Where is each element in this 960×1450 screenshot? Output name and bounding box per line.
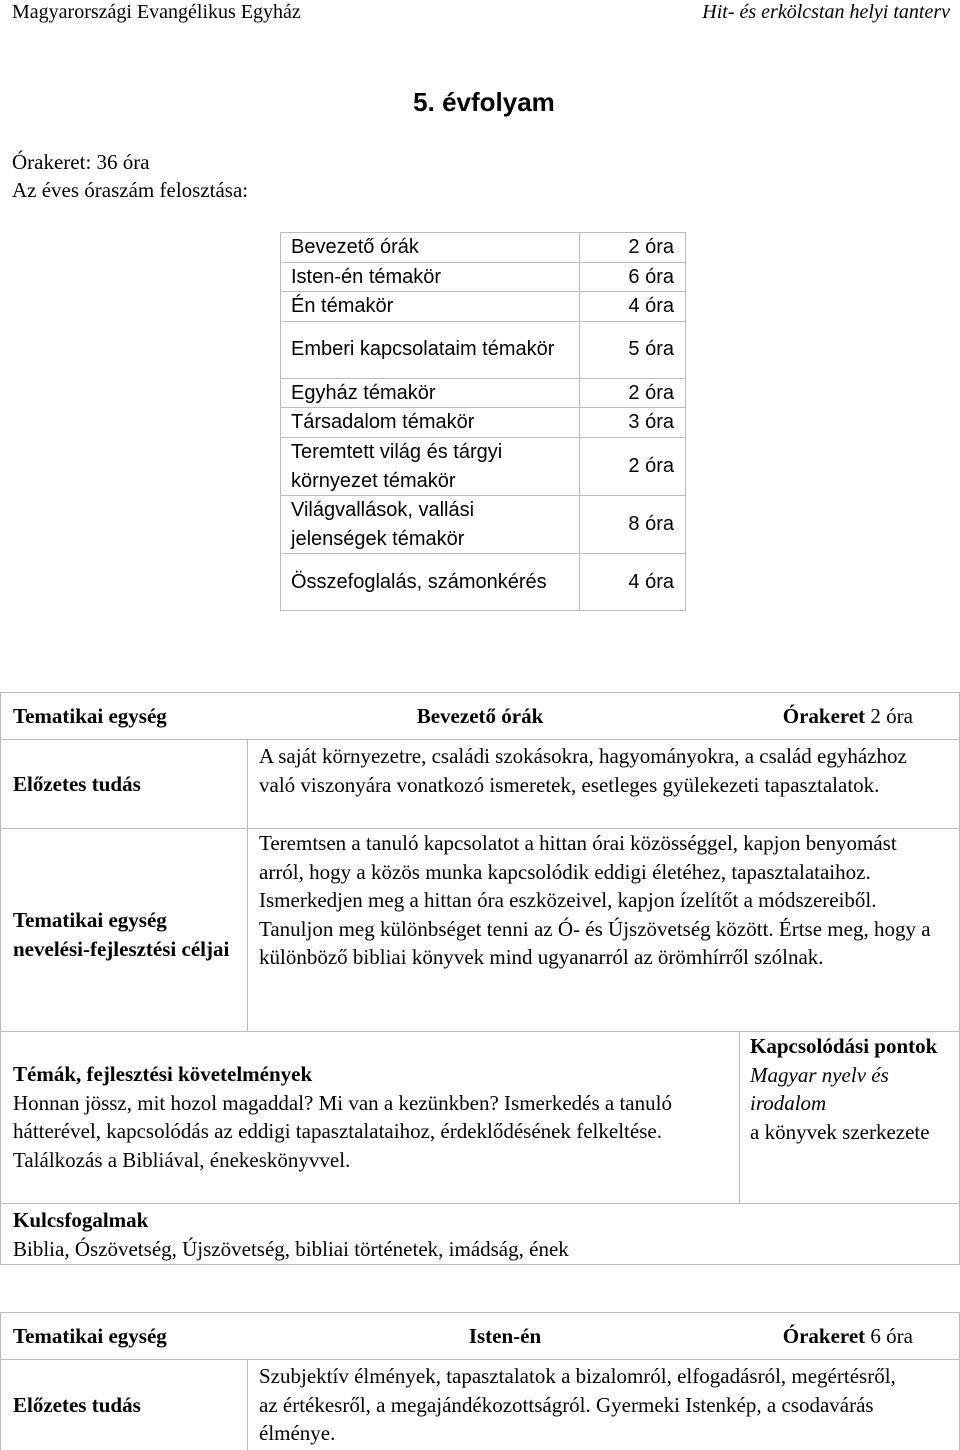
unit-orakeret: [783, 1322, 959, 1351]
hours-cell: 5 óra: [580, 321, 686, 378]
hours-cell: 2 óra: [580, 378, 686, 408]
table-row: [281, 292, 686, 322]
orakeret-label: Órakeret: [782, 703, 866, 728]
hours-cell: 8 óra: [580, 496, 686, 554]
header-document-title: Hit- és erkölcstan helyi tanterv: [702, 1, 950, 23]
kulcs-label: Kulcsfogalmak: [13, 1208, 149, 1232]
table-row: [281, 233, 686, 263]
page-title: 5. évfolyam: [413, 87, 555, 117]
felosztas-text: Az éves óraszám felosztása:: [12, 178, 249, 202]
unit-title: Bevezető órák: [416, 704, 544, 728]
temak-label: Témák, fejlesztési követelmények: [13, 1062, 313, 1086]
hours-cell: 2 óra: [580, 437, 686, 495]
unit-orakeret: [783, 702, 959, 731]
elozetes-label: Előzetes tudás: [1, 1360, 248, 1450]
table-row: [281, 321, 686, 378]
table-row: [281, 554, 686, 611]
kulcs-text: Biblia, Ószövetség, Újszövetség, bibliai történetek, imádság, ének: [13, 1236, 569, 1261]
kapcsolodasi-label: Kapcsolódási pontok: [750, 1034, 938, 1058]
elozetes-label: Előzetes tudás: [1, 740, 248, 828]
temak-section: [1, 1032, 739, 1203]
unit-isten-en-table: [0, 1312, 960, 1450]
elozetes-row: [1, 739, 959, 828]
hours-cell: 4 óra: [580, 554, 686, 611]
kulcs-row: [1, 1203, 959, 1264]
topic-cell: Társadalom témakör: [281, 408, 580, 438]
celok-text-2: Tanuljon meg különbséget tenni az Ó- és Újszövetség között. Értse meg, hogy a különböző bibliai könyvek mind ugyanarról az örömhírről szólnak.: [259, 916, 931, 970]
elozetes-row: [1, 1359, 959, 1450]
hours-table: [280, 232, 686, 611]
unit-label: Tematikai egység: [13, 703, 167, 728]
orakeret-label: Órakeret: [782, 1323, 866, 1348]
unit-label: Tematikai egység: [13, 1323, 167, 1348]
hours-cell: 2 óra: [580, 233, 686, 263]
temak-row: [1, 1031, 959, 1203]
topic-cell: Emberi kapcsolataim témakör: [281, 321, 580, 378]
hours-cell: 6 óra: [580, 262, 686, 292]
table-row: [281, 378, 686, 408]
topic-cell: Teremtett világ és tárgyi környezet témakör: [281, 437, 580, 495]
topic-cell: Én témakör: [281, 292, 580, 322]
unit-title: Isten-én: [468, 1324, 542, 1348]
topic-cell: Összefoglalás, számonkérés: [281, 554, 580, 611]
celok-text: [248, 829, 959, 1031]
kapcsolodasi-text: a könyvek szerkezete: [750, 1119, 930, 1144]
topic-cell: Isten-én témakör: [281, 262, 580, 292]
kapcsolodasi-section: [739, 1032, 959, 1203]
topic-cell: Világvallások, vallási jelenségek témakör: [281, 496, 580, 554]
table-row: [281, 408, 686, 438]
header-organization: Magyarországi Evangélikus Egyház: [12, 1, 301, 23]
table-row: [281, 262, 686, 292]
unit-header-row: [1, 693, 959, 739]
temak-text: Honnan jössz, mit hozol magaddal? Mi van a kezünkben? Ismerkedés a tanuló hátterével, kapcsolódás az eddigi tapasztalataihoz, érdeklődésének felkeltése. Találkozás a Bibliával, énekeskönyvvel.: [13, 1090, 672, 1172]
celok-text-1: Teremtsen a tanuló kapcsolatot a hittan órai közösséggel, kapjon benyomást arról, hogy a közös munka kapcsolódik eddigi életéhez, tapasztalataihoz. Ismerkedjen meg a hittan óra eszközeivel, kapjon ízelítőt a módszereiből.: [259, 831, 897, 913]
topic-cell: Egyház témakör: [281, 378, 580, 408]
kapcsolodasi-subject: Magyar nyelv és irodalom: [750, 1062, 889, 1116]
meta-section: [12, 148, 248, 204]
orakeret-value: 6 óra: [870, 1323, 913, 1348]
elozetes-text: Szubjektív élmények, tapasztalatok a bizalomról, elfogadásról, megértésről, az értékesről, a megajándékozottságról. Gyermeki Istenkép, a csodavárás élménye.: [259, 1364, 896, 1446]
hours-cell: 3 óra: [580, 408, 686, 438]
celok-row: [1, 828, 959, 1031]
elozetes-text: A saját környezetre, családi szokásokra, hagyományokra, a család egyházhoz való viszonyára vonatkozó ismeretek, esetleges gyülekezeti tapasztalatok.: [259, 744, 907, 797]
orakeret-text: Órakeret: 36 óra: [12, 150, 150, 174]
topic-cell: Bevezető órák: [281, 233, 580, 263]
orakeret-value: 2 óra: [870, 703, 913, 728]
table-row: [281, 496, 686, 554]
unit-bevezeto-table: [0, 692, 960, 1265]
table-row: [281, 437, 686, 495]
celok-label: Tematikai egység nevelési-fejlesztési céljai: [1, 829, 248, 1031]
hours-cell: 4 óra: [580, 292, 686, 322]
unit-header-row: [1, 1313, 959, 1359]
